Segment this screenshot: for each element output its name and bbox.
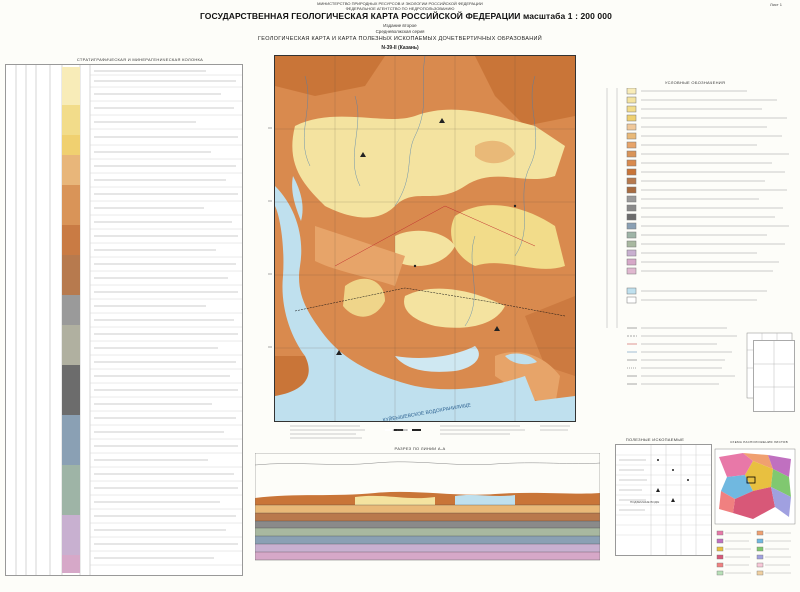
section-title: РАЗРЕЗ ПО ЛИНИИ А-А: [394, 446, 446, 451]
strat-column-heading: СТРАТИГРАФИЧЕСКАЯ И МИНЕРАГЕНИЧЕСКАЯ КОЛОНКА: [76, 57, 204, 62]
scale-label: 1 : 200 000: [392, 428, 408, 432]
strat-column-graphic: [6, 65, 242, 575]
map-graphic: [275, 56, 575, 421]
sheet-layout-scheme: [753, 340, 795, 412]
index-map[interactable]: [713, 447, 797, 587]
ministry-line-2: ФЕДЕРАЛЬНОЕ АГЕНТСТВО ПО НЕДРОПОЛЬЗОВАНИЮ: [345, 6, 455, 11]
ministry-header: [270, 1, 530, 11]
strat-column-table: [5, 64, 243, 576]
legend-heading: УСЛОВНЫЕ ОБОЗНАЧЕНИЯ: [664, 80, 726, 85]
map-title: ГОСУДАРСТВЕННАЯ ГЕОЛОГИЧЕСКАЯ КАРТА РОССИЙСКОЙ ФЕДЕРАЦИИ масштаба 1 : 200 000: [200, 11, 612, 21]
map-footer-notes: [290, 423, 570, 441]
ministry-line-1: МИНИСТЕРСТВО ПРИРОДНЫХ РЕСУРСОВ И ЭКОЛОГИИ РОССИЙСКОЙ ФЕДЕРАЦИИ: [317, 1, 483, 6]
groundwater-heading: ПОДЗЕМНЫЕ ВОДЫ: [630, 500, 660, 504]
edition-label: Издание второе: [383, 23, 417, 28]
mineral-heading: ПОЛЕЗНЫЕ ИСКОПАЕМЫЕ: [625, 437, 685, 442]
index-heading: СХЕМА РАСПОЛОЖЕНИЯ ЛИСТОВ: [730, 440, 788, 444]
cross-section-graphic: [255, 453, 600, 561]
cross-section[interactable]: [255, 453, 600, 561]
sheet-code: N-39-II (Казань): [381, 45, 419, 51]
map-left-tick-bar: [268, 55, 272, 420]
reservoir-label: КУЙБЫШЕВСКОЕ ВОДОХРАНИЛИЩЕ: [382, 402, 472, 421]
map-subtitle: ГЕОЛОГИЧЕСКАЯ КАРТА И КАРТА ПОЛЕЗНЫХ ИСКОПАЕМЫХ ДОЧЕТВЕРТИЧНЫХ ОБРАЗОВАНИЙ: [257, 36, 543, 42]
sheet-number: Лист 1: [770, 2, 783, 7]
series-label: Средневолжская серия: [375, 29, 425, 34]
geological-map[interactable]: [274, 55, 576, 422]
index-map-graphic: [713, 447, 797, 587]
